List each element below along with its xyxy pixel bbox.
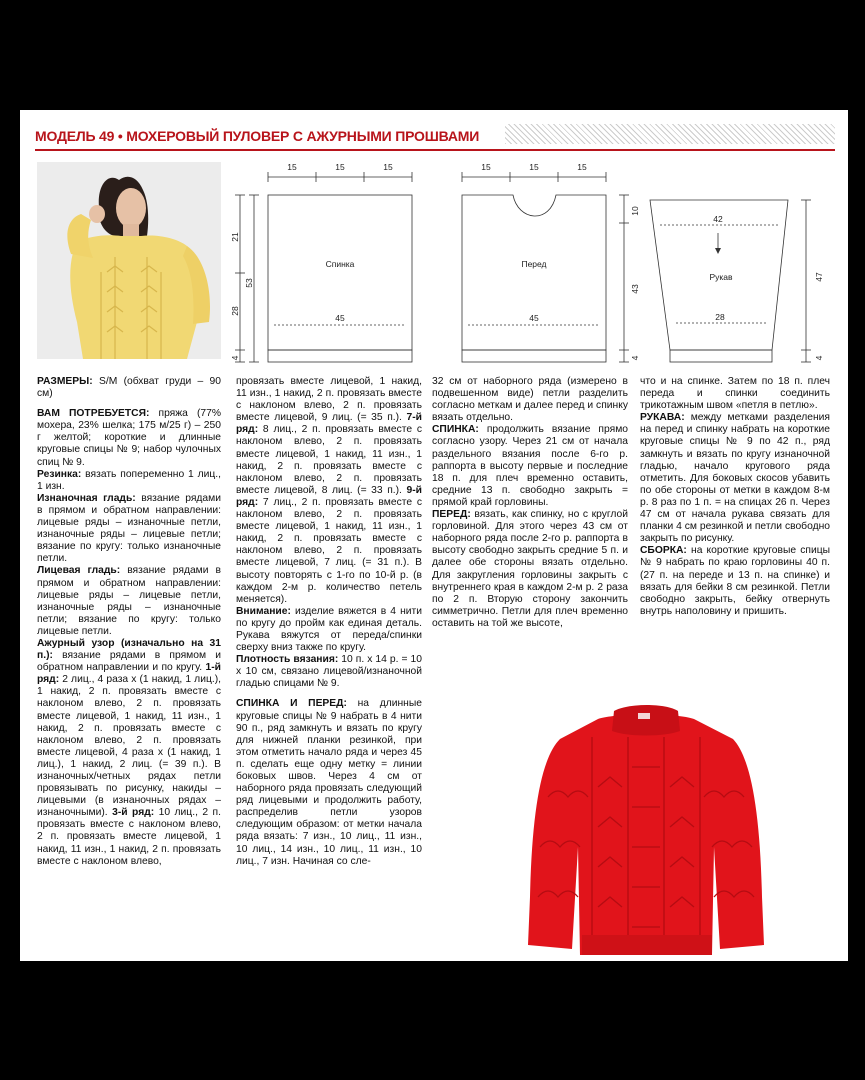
text-column-3	[432, 376, 628, 691]
page-title: МОДЕЛЬ 49 • МОХЕРОВЫЙ ПУЛОВЕР С АЖУРНЫМИ ПРОШВАМИ	[35, 128, 480, 144]
sleeves-text: между метками разделения на перед и спинку набрать на короткие круговые спицы № 9 по 42 п., ряд замкнуть и вязать по кругу изнаночной гладью, начало кругового ряда отметить. Для боковых скосов убавить по обе стороны от метки в каждом 8-м р. 8 раз по 1 п. = на спицах 26 п. Через 47 см от начала рукава связать для планки 4 см резинкой и петли свободно закрыть по рисунку.	[640, 412, 830, 545]
lace-row1-heading: 1-й ряд:	[37, 662, 221, 686]
back-top-dim-3: 15	[383, 162, 393, 172]
back-front-text: на длинные круговые спицы № 9 набрать в 4 нити 90 п., ряд замкнуть и вязать по кругу для нижней планки резинкой, при этом отметить начало ряда и через 45 п. сделать еще одну метку = линии боковых швов. Через 4 см от наборного ряда провязать следующий ряд лицевыми и продолжить работу, распределив петли узоров следующим образом: от метки начала ряда вязать: 7 изн., 10 лиц., 11 изн., 10 лиц., 14 изн., 10 лиц., 11 изн., 10 лиц., 7 изн. Начиная со сле-	[236, 698, 422, 867]
back-rib	[268, 350, 412, 362]
back-top-dim-2: 15	[335, 162, 345, 172]
page-header	[35, 122, 835, 152]
back-text: продолжить вязание прямо согласно узору. Через 21 см от начала раздельного вязания после 6-го р. раппорта в высоту первые и последние 18 п. для плеч временно оставить, средние 13 п. свободно закрыть = прямой край горловины.	[432, 424, 628, 508]
front-top-dim-2: 15	[529, 162, 539, 172]
rib-heading: Резинка:	[37, 468, 82, 480]
sleeve-rib-dim: 4	[814, 355, 824, 361]
model-photo	[37, 162, 221, 359]
sizes-heading: РАЗМЕРЫ:	[37, 376, 93, 387]
gauge-heading: Плотность вязания:	[236, 654, 339, 666]
lace-row7-heading: 7-й ряд:	[236, 412, 422, 436]
lace-cont-text: провязать вместе лицевой, 1 накид, 11 изн., 1 накид, 2 п. провязать вместе с наклоном влево, 2 п. провязать вместе лицевой, 9 лиц. (= 35 п.).	[236, 376, 422, 424]
lace-row1-text: 2 лиц., 4 раза х (1 накид, 1 лиц.), 1 накид, 2 п. провязать вместе с наклоном влево, 2 п. провязать вместе лицевой, 1 накид, 11 изн., 1 накид, 2 п. провязать вместе с наклоном влево, 2 п. провязать вместе лицевой, 4 раза х (1 накид, 1 лиц.), 1 накид, 2 лиц. (= 39 п.). В изнаночных/четных рядах петли провязывать по рисунку, накиды – лицевыми (в изнаночных рядах – изнаночными).	[37, 674, 221, 819]
lace-row9-heading: 9-й ряд:	[236, 484, 422, 508]
front-rib-dim: 4	[630, 355, 640, 361]
sleeves-heading: РУКАВА:	[640, 412, 685, 424]
back-side-lower: 28	[230, 306, 240, 316]
attention-heading: Внимание:	[236, 605, 291, 617]
magazine-page	[20, 110, 848, 961]
back-rib-dim: 4	[230, 355, 240, 361]
lace-row3-text: 10 лиц., 2 п. провязать вместе с наклоном влево, 2 п. провязать вместе лицевой, 1 накид, 11 изн., 1 накид, 2 п. провязать вместе с наклоном влево,	[37, 807, 221, 867]
header-rule	[35, 149, 835, 151]
lace-row7-text: 8 лиц., 2 п. провязать вместе с наклоном влево, 2 п. провязать вместе лицевой, 1 накид, 11 изн., 1 накид, 2 п. провязать вместе с наклоном влево, 2 п. провязать вместе лицевой, 8 лиц. (= 33 п.).	[236, 424, 422, 496]
materials-text: пряжа (77% мохера, 23% шелка; 175 м/25 г) – 250 г желтой; короткие и длинные круговые спицы № 9; набор чулочных спиц № 9.	[37, 408, 221, 468]
front-top-dim-3: 15	[577, 162, 587, 172]
front-label: Перед	[521, 259, 547, 269]
lace-row3-heading: 3-й ряд:	[112, 807, 155, 819]
attention-text: изделие вяжется в 4 нити по кругу до пройм как единая деталь. Рукава вяжутся от переда/спинки сверху вниз также по кругу.	[236, 605, 422, 654]
sleeve-top-width: 42	[713, 214, 723, 224]
split-text: 32 см от наборного ряда (измерено в подвешенном виде) петли разделить согласно меткам и далее перед и спинку вязать отдельно.	[432, 376, 628, 424]
front-neck-depth: 10	[630, 206, 640, 216]
stockinette-heading: Лицевая гладь:	[37, 565, 121, 577]
assembly-heading: СБОРКА:	[640, 545, 687, 557]
text-column-2	[236, 376, 422, 958]
gauge-text: 10 п. х 14 р. = 10 х 10 см, связано лицевой/изнаночной гладью спицами № 9.	[236, 654, 422, 690]
assembly-text: на короткие круговые спицы № 9 набрать по краю горловины 40 п. (27 п. на переде и 13 п. на спинке) и вязать для бейки 8 см резинкой. Петли свободно закрыть, бейку отвернуть внутрь наполовину и пришить.	[640, 545, 830, 617]
back-side-upper: 21	[230, 232, 240, 242]
back-side-total: 53	[244, 278, 254, 288]
stockinette-text: вязание рядами в прямом и обратном направлении: лицевые ряды – лицевые петли, изнаночные ряды – изнаночные петли; вязание по кругу: только лицевые петли.	[37, 565, 222, 637]
front-heading: ПЕРЕД:	[432, 509, 471, 521]
reverse-stockinette-heading: Изнаночная гладь:	[37, 492, 136, 504]
lace-row9-text: 7 лиц., 2 п. провязать вместе с наклоном влево, 2 п. провязать вместе лицевой, 1 накид, 11 изн., 1 накид, 2 п. провязать вместе с наклоном влево, 2 п. провязать вместе лицевой, 7 лиц. (= 31 п.). В высоту повторять с 1-го по 10-й р. (в каждом 2-м р. количество петель меняется).	[236, 496, 422, 605]
shoulder-text: что и на спинке. Затем по 18 п. плеч переда и спинки соединить трикотажным швом «петля в петлю».	[640, 376, 830, 412]
front-rib	[462, 350, 606, 362]
header-decoration	[505, 124, 835, 144]
sizes-text: S/M (обхват груди – 90 см)	[37, 376, 221, 400]
back-label: Спинка	[325, 259, 355, 269]
front-top-dim-1: 15	[481, 162, 491, 172]
front-schematic	[462, 195, 606, 350]
back-schematic	[268, 195, 412, 350]
front-side-lower: 43	[630, 284, 640, 294]
front-width: 45	[529, 313, 539, 323]
lace-text: вязание рядами в прямом и обратном направлении и по кругу.	[37, 650, 221, 674]
sleeve-length: 47	[814, 272, 824, 282]
schematics	[230, 155, 840, 370]
red-sweater-photo	[528, 697, 764, 961]
front-text: вязать, как спинку, но с круглой горловиной. Для этого через 43 см от наборного ряда после 2-го р. раппорта в высоту свободно закрыть средние 5 п. и далее обе стороны вязать отдельно. Для закругления горловины закрыть с внутреннего края в каждом 2-м р. 2 раза по 2 п. Вторую сторону закончить симметрично. Петли для плеч временно оставить на той же высоте,	[432, 509, 628, 629]
sleeve-rib	[670, 350, 772, 362]
back-front-heading: СПИНКА И ПЕРЕД:	[236, 698, 347, 710]
lace-heading: Ажурный узор (изначально на 31 п.):	[37, 637, 221, 662]
text-column-1	[37, 376, 221, 958]
reverse-stockinette-text: вязание рядами в прямом и обратном направлении: лицевые ряды – изнаночные петли, изнаночные ряды – лицевые петли; вязание по кругу: только изнаночные петли.	[37, 492, 221, 565]
back-heading: СПИНКА:	[432, 424, 479, 436]
sleeve-bottom-width: 28	[715, 312, 725, 322]
materials-heading: ВАМ ПОТРЕБУЕТСЯ:	[37, 408, 150, 420]
rib-text: вязать попеременно 1 лиц., 1 изн.	[37, 468, 221, 492]
sleeve-label: Рукав	[709, 272, 733, 282]
back-width: 45	[335, 313, 345, 323]
text-column-4	[640, 376, 830, 696]
back-top-dim-1: 15	[287, 162, 297, 172]
